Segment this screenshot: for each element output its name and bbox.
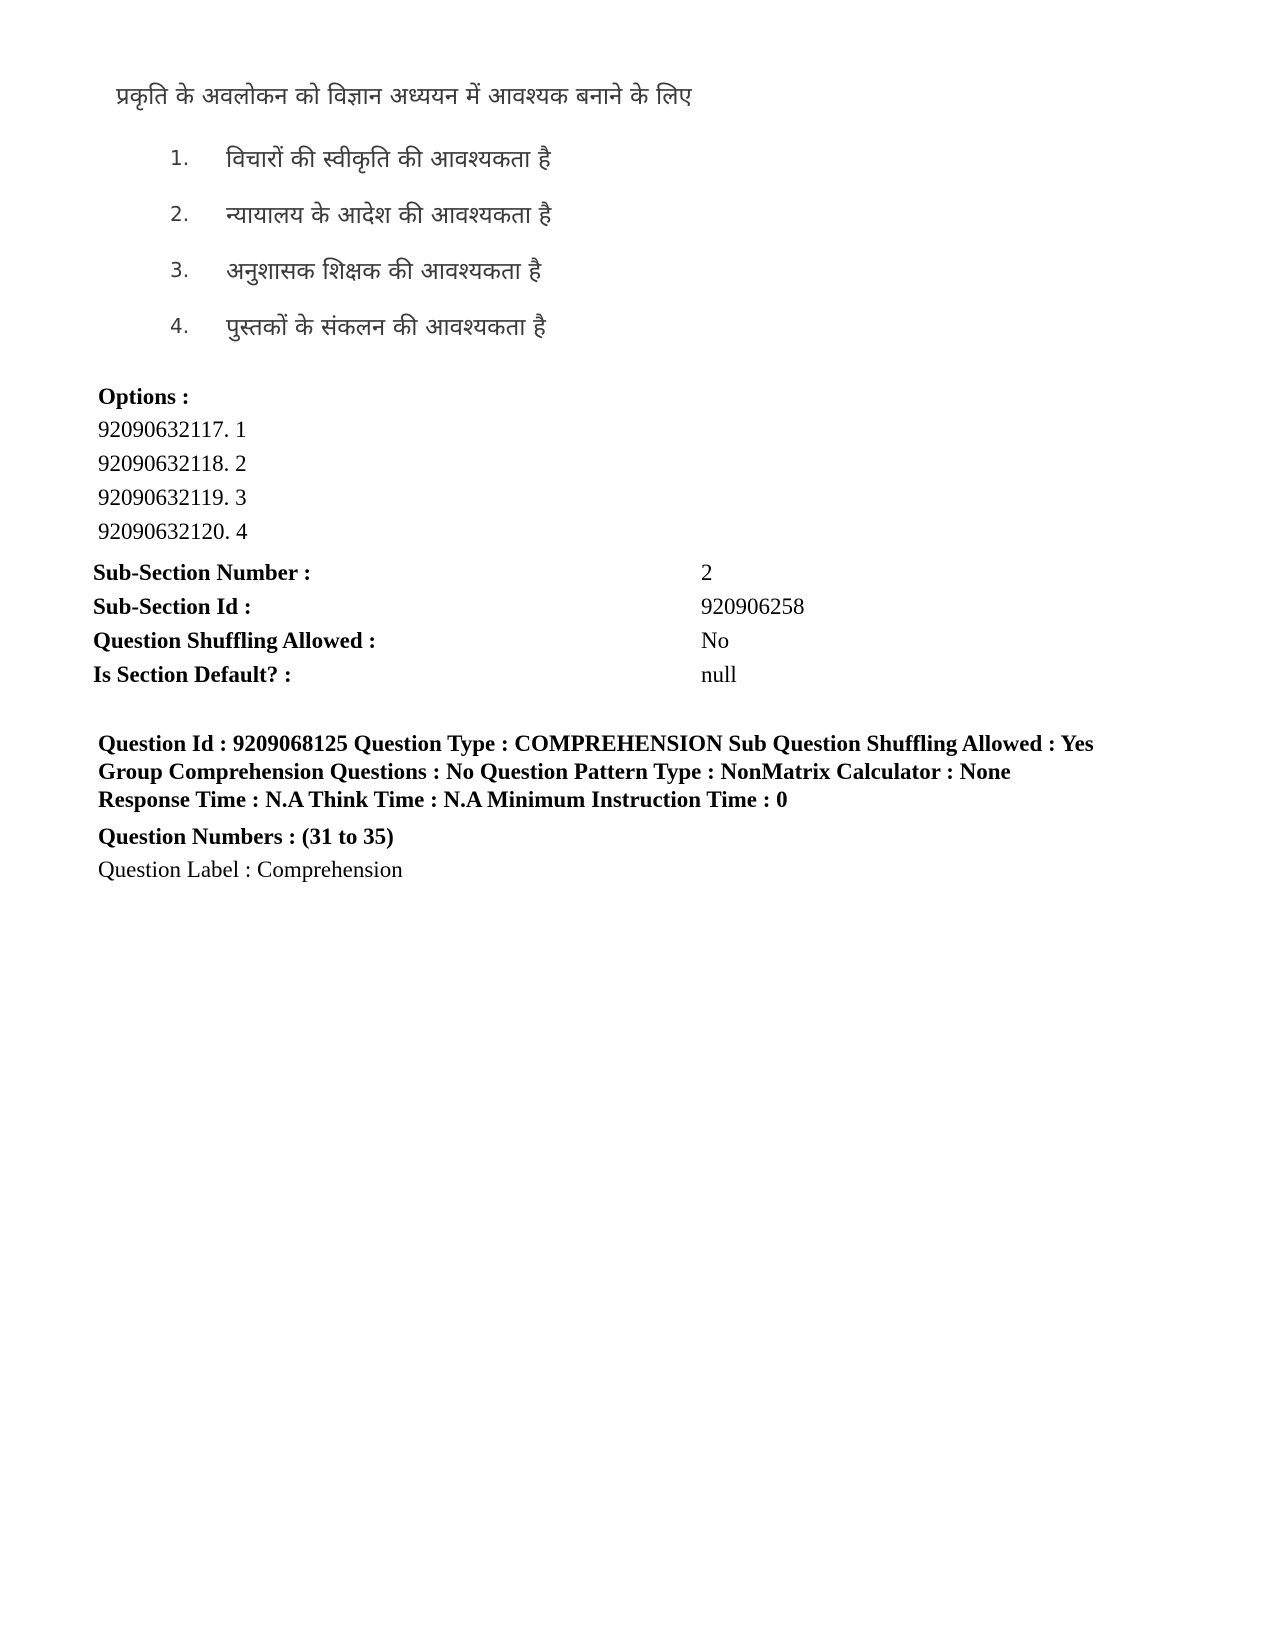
options-block bbox=[98, 380, 598, 549]
statement-number: 2. bbox=[170, 202, 190, 226]
question-info-line: Group Comprehension Questions : No Question Pattern Type : NonMatrix Calculator : None bbox=[98, 759, 1011, 784]
question-statement-list bbox=[110, 130, 810, 354]
subsection-value: null bbox=[701, 662, 737, 687]
subsection-value: No bbox=[701, 628, 730, 653]
table-row bbox=[93, 556, 893, 590]
question-numbers: Question Numbers : (31 to 35) bbox=[98, 824, 394, 849]
statement-text: अनुशासक शिक्षक की आवश्यकता है bbox=[226, 256, 542, 285]
statement-number: 1. bbox=[170, 146, 190, 170]
question-stem: प्रकृति के अवलोकन को विज्ञान अध्ययन में आवश्यक बनाने के लिए bbox=[116, 82, 692, 110]
statement-item bbox=[110, 298, 810, 354]
subsection-key: Is Section Default? : bbox=[93, 662, 292, 687]
question-image bbox=[110, 78, 810, 354]
statement-item bbox=[110, 242, 810, 298]
option-item: 92090632120. 4 bbox=[98, 519, 248, 544]
subsection-value: 2 bbox=[701, 560, 713, 585]
table-row bbox=[93, 590, 893, 624]
table-row bbox=[93, 658, 893, 692]
statement-item bbox=[110, 130, 810, 186]
statement-number: 4. bbox=[170, 314, 190, 338]
table-row bbox=[93, 624, 893, 658]
statement-item bbox=[110, 186, 810, 242]
subsection-key: Question Shuffling Allowed : bbox=[93, 628, 377, 653]
subsection-key: Sub-Section Id : bbox=[93, 594, 252, 619]
statement-text: विचारों की स्वीकृति की आवश्यकता है bbox=[226, 144, 551, 173]
question-label: Question Label : Comprehension bbox=[98, 857, 403, 882]
statement-number: 3. bbox=[170, 258, 190, 282]
options-heading: Options : bbox=[98, 384, 190, 409]
question-info-line: Question Id : 9209068125 Question Type : COMPREHENSION Sub Question Shuffling Allowed : Yes bbox=[98, 731, 1094, 756]
question-info-block bbox=[98, 730, 1218, 814]
option-item: 92090632117. 1 bbox=[98, 417, 247, 442]
question-info-line: Response Time : N.A Think Time : N.A Minimum Instruction Time : 0 bbox=[98, 787, 788, 812]
statement-text: न्यायालय के आदेश की आवश्यकता है bbox=[226, 200, 552, 229]
option-item: 92090632119. 3 bbox=[98, 485, 247, 510]
statement-text: पुस्तकों के संकलन की आवश्यकता है bbox=[226, 312, 546, 341]
subsection-table bbox=[93, 556, 893, 692]
subsection-key: Sub-Section Number : bbox=[93, 560, 312, 585]
subsection-value: 920906258 bbox=[701, 594, 805, 619]
option-item: 92090632118. 2 bbox=[98, 451, 247, 476]
